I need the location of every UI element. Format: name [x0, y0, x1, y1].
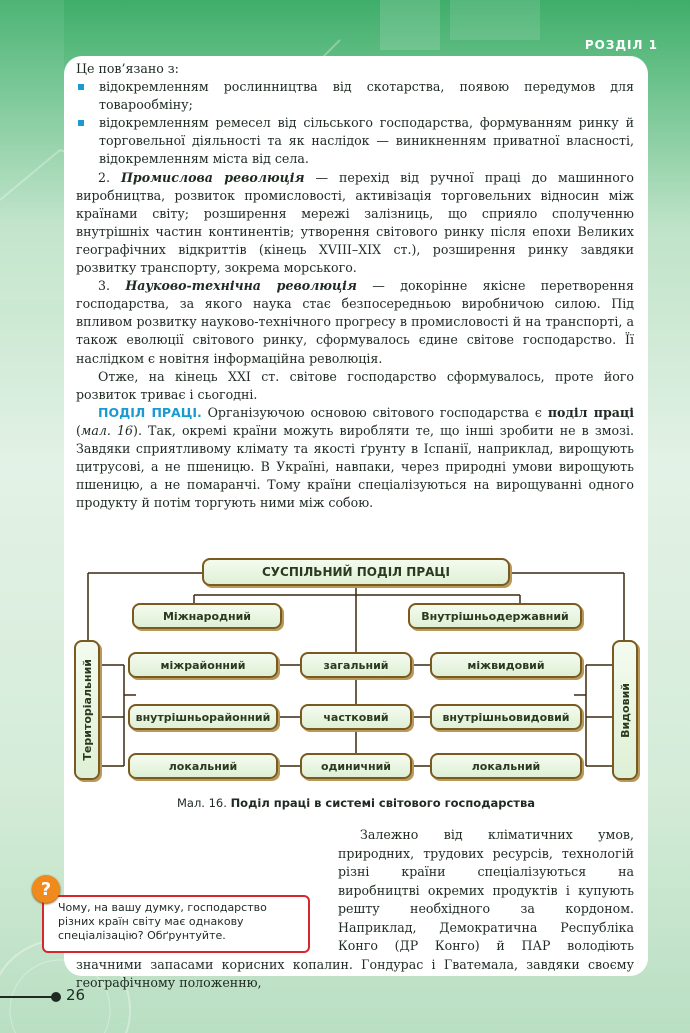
section-heading: ПОДІЛ ПРАЦІ.	[98, 404, 202, 420]
section-label: РОЗДІЛ 1	[584, 38, 658, 52]
diagram-cell: локальний	[430, 753, 582, 779]
diagram-domestic-box: Внутрішньодержавний	[408, 603, 582, 629]
diagram-cell: загальний	[300, 652, 412, 678]
page-dot-icon	[51, 992, 61, 1002]
bullet-icon	[78, 84, 84, 90]
page-rule	[0, 996, 58, 998]
bullet-icon	[78, 120, 84, 126]
figure-reference: мал. 16	[80, 422, 134, 438]
term: Науково-технічна революція	[125, 278, 357, 294]
diagram-sectoral-box: Видовий	[612, 640, 638, 780]
diagram-cell: локальний	[128, 753, 278, 779]
paragraph-summary: Отже, на кінець XXI ст. світове господарство сформувалось, проте його розвиток триває і сьогодні.	[76, 368, 634, 402]
diagram-top-box: СУСПІЛЬНИЙ ПОДІЛ ПРАЦІ	[202, 558, 510, 586]
continuation-text: Залежно від кліматичних умов, природних, трудових ресурсів, технологій різні країни спеціалізуються на виробництві окремих продуктів і купують решту необхідного за кордоном. Наприклад, Демократична Республіка Конго (ДР Конго) й ПАР володіють значними запасами корисних копалин. Гондурас і Гватемала, завдяки своєму географічному положенню,	[76, 827, 634, 990]
diagram-cell: міжвидовий	[430, 652, 582, 678]
diagram-cell: внутрішньовидовий	[430, 704, 582, 730]
question-box: Чому, на вашу думку, господарство різних країн світу має однакову спеціалізацію? Обґрунтуйте.	[42, 895, 310, 953]
term: Промислова революція	[120, 169, 305, 185]
diagram-cell: міжрайонний	[128, 652, 278, 678]
bullet-item: відокремленням ремесел від сільського господарства, формуванням ринку й торговельної діяльності та як наслідок — виникненням приватної власності, відокремленням міста від села.	[76, 114, 634, 168]
division-diagram	[64, 555, 648, 795]
paragraph-industrial: 2. Промислова революція — перехід від ручної праці до машинного виробництва, розвиток промисловості, активізація торговельних відносин між країнами світу; розширення мережі залізниць, що сприяло сполученню внутрішніх частин континентів; утворення світового ринку після епохи Великих географічних відкриттів (кінець XVIII–XIX ст.), розширення ринку завдяки розвитку транспорту, зокрема морського.	[76, 169, 635, 276]
figure-caption: Мал. 16. Поділ праці в системі світового господарства	[176, 796, 535, 810]
question-icon: ?	[32, 875, 60, 903]
diagram-international-box: Міжнародний	[132, 603, 282, 629]
diagram-territorial-box: Територіальний	[74, 640, 100, 780]
bullet-item: відокремленням рослинництва від скотарства, появою передумов для товарообміну;	[76, 78, 634, 114]
diagram-cell: частковий	[300, 704, 412, 730]
intro-line: Це пов’язано з:	[76, 61, 179, 76]
page-number: 26	[66, 986, 86, 1004]
diagram-cell: внутрішньорайонний	[128, 704, 278, 730]
bold-term: поділ праці	[547, 404, 634, 420]
main-text	[76, 60, 634, 512]
diagram-cell: одиничний	[300, 753, 412, 779]
paragraph-scitech: 3. Науково-технічна революція — докорінне якісне перетворення господарства, за якого наука стає безпосередньою виробничою силою. Під впливом розвитку науково-технічного прогресу в промисловості й на транспорті, а також еволюції світового ринку, сформувалось єдине світове господарство. Її наслідком є новітня інформаційна революція.	[76, 278, 634, 366]
paragraph-division: ПОДІЛ ПРАЦІ. Організуючою основою світового господарства є поділ праці (мал. 16). Так, окремі країни можуть виробляти те, що інші зробити не в змозі. Завдяки сприятливому клімату та якості ґрунту в Іспанії, наприклад, вирощують цитрусові, а не пшеницю. В Україні, навпаки, через природні умови вирощують пшеницю, а не помаранчі. Тому країни спеціалізуються на вирощуванні одного продукту й потім торгують ними між собою.	[76, 404, 635, 511]
